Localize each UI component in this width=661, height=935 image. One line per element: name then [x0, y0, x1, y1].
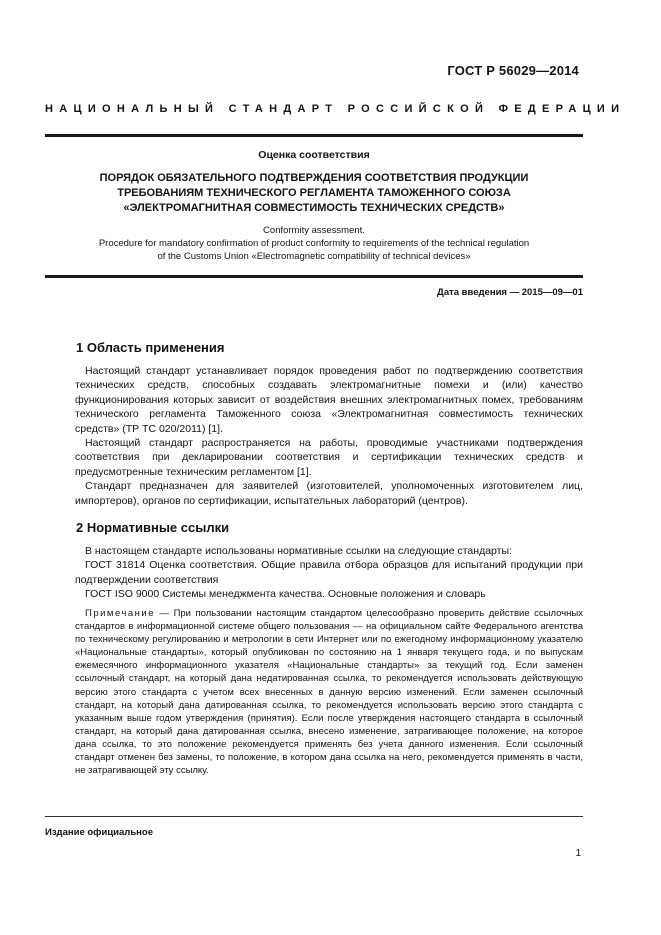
english-title-line: of the Customs Union «Electromagnetic compatibility of technical devices»: [157, 250, 471, 262]
english-title: [45, 225, 583, 263]
reference-entry: ГОСТ ISO 9000 Системы менеджмента качества. Основные положения и словарь: [85, 588, 486, 601]
document-number: ГОСТ Р 56029—2014: [447, 63, 579, 78]
note-label: Примечание: [85, 608, 155, 619]
title-divider: [45, 275, 583, 278]
title-line: ТРЕБОВАНИЯМ ТЕХНИЧЕСКОГО РЕГЛАМЕНТА ТАМОЖЕННОГО СОЮЗА: [117, 187, 511, 199]
introduction-date: Дата введения — 2015—09—01: [437, 287, 583, 298]
official-edition-label: Издание официальное: [45, 827, 153, 838]
english-title-line: Procedure for mandatory confirmation of product conformity to requirements of the technical regulation: [98, 237, 530, 249]
title-line: ПОРЯДОК ОБЯЗАТЕЛЬНОГО ПОДТВЕРЖДЕНИЯ СООТВЕТСТВИЯ ПРОДУКЦИИ: [99, 172, 529, 184]
paragraph: Настоящий стандарт устанавливает порядок проведения работ по подтверждению соответствия технических средств, способных создавать электромагнитные помехи и (или) качество функционирования которых зависит от воздействия внешних электромагнитных помех, требованиям технического регламента Таможенного союза «Электромагнитная совместимость технических средств» (ТР ТС 020/2011) [1].: [75, 365, 583, 435]
page-number: 1: [575, 848, 581, 859]
english-title-line: Conformity assessment.: [263, 225, 365, 236]
section-2-body: [75, 544, 583, 602]
reference-entry: ГОСТ 31814 Оценка соответствия. Общие правила отбора образцов для испытаний продукции при подтверждении соответствия: [75, 559, 583, 586]
title-line: «ЭЛЕКТРОМАГНИТНАЯ СОВМЕСТИМОСТЬ ТЕХНИЧЕСКИХ СРЕДСТВ»: [123, 202, 505, 214]
paragraph: Настоящий стандарт распространяется на работы, проводимые участниками подтверждения соответствия при декларировании соответствия и сертификации технических средств и предусмотренные техническим регламентом [1].: [75, 437, 583, 478]
top-divider: [45, 134, 583, 137]
footer-divider: [45, 816, 583, 817]
paragraph: Стандарт предназначен для заявителей (изготовителей, уполномоченных изготовителем лиц, импортеров), органов по сертификации, испытательных лабораторий (центров).: [75, 480, 583, 507]
note-block: [75, 607, 583, 777]
document-subtitle: Оценка соответствия: [258, 149, 370, 161]
section-1-heading: 1 Область применения: [76, 340, 225, 355]
section-1-body: [75, 364, 583, 508]
document-title: [45, 171, 583, 216]
note-text: — При пользовании настоящим стандартом целесообразно проверить действие ссылочных стандартов в информационной системе общего пользования — на официальном сайте Федерального агентства по техническому регулированию и метрологии в сети Интернет или по ежегодному информационному указателю «Национальные стандарты», который опубликован по состоянию на 1 января текущего года, и по выпускам ежемесячного информационного указателя «Национальные стандарты» за текущий год. Если заменен ссылочный стандарт, на который дана недатированная ссылка, то рекомендуется использовать действующую версию этого стандарта с учетом всех внесенных в данную версию изменений. Если заменен ссылочный стандарт, на который дана датированная ссылка, то рекомендуется использовать версию этого стандарта с указанным выше годом утверждения (принятия). Если после утверждения настоящего стандарта в ссылочный стандарт, на который дана датированная ссылка, внесено изменение, затрагивающее положение, на которое дана ссылка, то это положение рекомендуется применять без учета данного изменения. Если ссылочный стандарт отменен без замены, то положение, в котором дана ссылка на него, рекомендуется применять в части, не затрагивающей эту ссылку.: [75, 608, 583, 777]
national-standard-heading: НАЦИОНАЛЬНЫЙ СТАНДАРТ РОССИЙСКОЙ ФЕДЕРАЦИИ: [45, 103, 626, 115]
paragraph: В настоящем стандарте использованы нормативные ссылки на следующие стандарты:: [85, 545, 512, 557]
section-2-heading: 2 Нормативные ссылки: [76, 520, 230, 535]
